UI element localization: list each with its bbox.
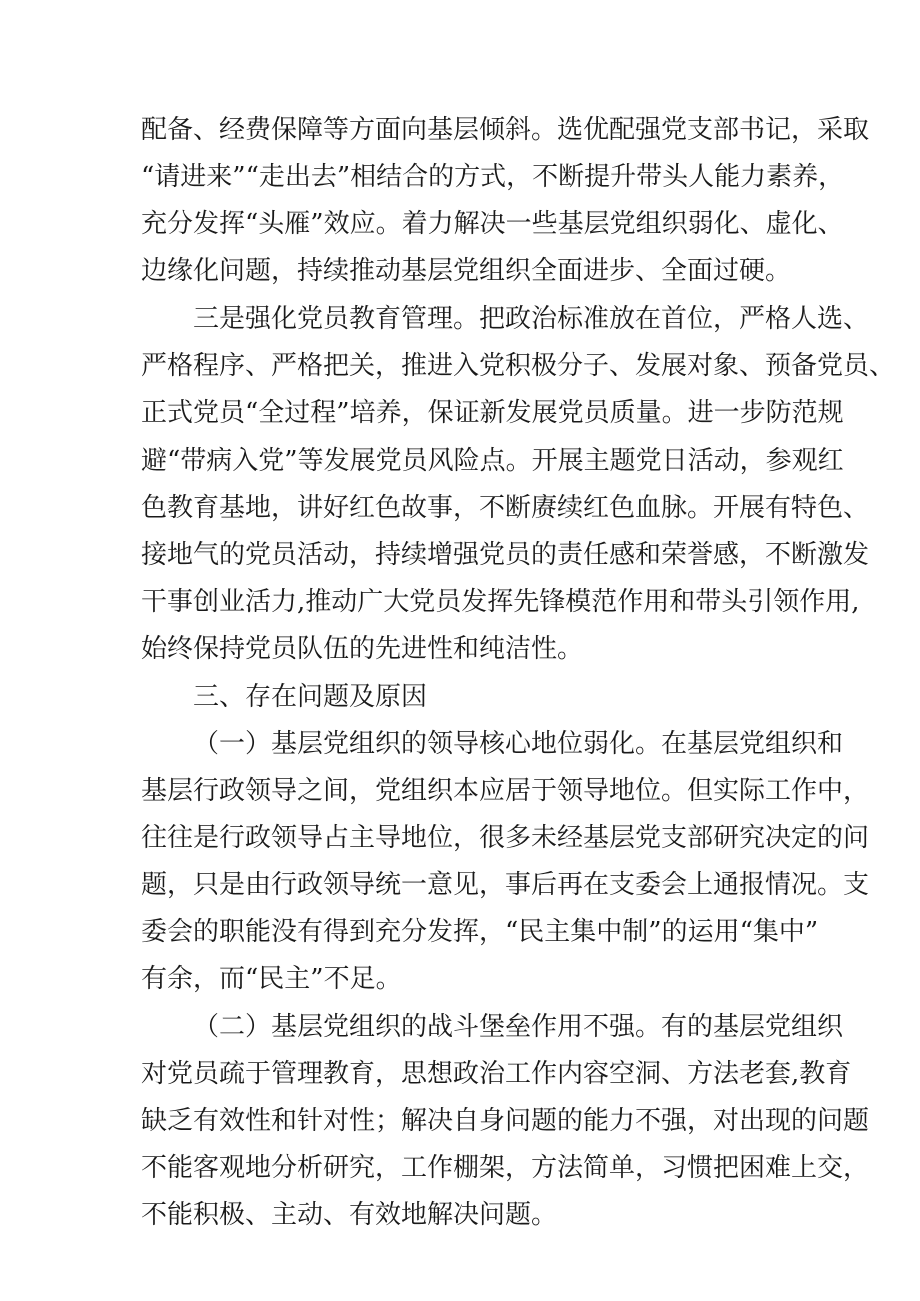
text-line: （一）基层党组织的领导核心地位弱化。在基层党组织和 bbox=[193, 729, 844, 759]
text-line: 始终保持党员队伍的先进性和纯洁性。 bbox=[141, 634, 584, 664]
text-line: 正式党员“全过程”培养，保证新发展党员质量。进一步防范规 bbox=[141, 398, 844, 428]
text-line: （二）基层党组织的战斗堡垒作用不强。有的基层党组织 bbox=[193, 1012, 844, 1042]
text-line: 避“带病入党”等发展党员风险点。开展主题党日活动，参观红 bbox=[141, 446, 844, 476]
text-line: 基层行政领导之间，党组织本应居于领导地位。但实际工作中， bbox=[141, 776, 870, 806]
text-line: 题，只是由行政领导统一意见，事后再在支委会上通报情况。支 bbox=[141, 870, 870, 900]
text-line: 接地气的党员活动，持续增强党员的责任感和荣誉感，不断激发 bbox=[141, 540, 870, 570]
text-line: 委会的职能没有得到充分发挥，“民主集中制”的运用“集中” bbox=[141, 917, 819, 947]
text-line: 对党员疏于管理教育，思想政治工作内容空洞、方法老套,教育 bbox=[141, 1059, 852, 1089]
text-line: 配备、经费保障等方面向基层倾斜。选优配强党支部书记，采取 bbox=[141, 115, 870, 145]
text-line: 三是强化党员教育管理。把政治标准放在首位，严格人选、 bbox=[193, 304, 870, 334]
text-line: 不能积极、主动、有效地解决问题。 bbox=[141, 1200, 558, 1230]
text-line: 色教育基地，讲好红色故事，不断赓续红色血脉。开展有特色、 bbox=[141, 493, 870, 523]
text-line: 边缘化问题，持续推动基层党组织全面进步、全面过硬。 bbox=[141, 256, 792, 286]
text-line: 有余，而“民主”不足。 bbox=[141, 964, 402, 994]
text-line: 不能客观地分析研究，工作棚架，方法简单，习惯把困难上交， bbox=[141, 1153, 870, 1183]
text-line: 往往是行政领导占主导地位，很多未经基层党支部研究决定的问 bbox=[141, 823, 870, 853]
section-heading: 三、存在问题及原因 bbox=[193, 682, 428, 712]
text-line: 缺乏有效性和针对性；解决自身问题的能力不强，对出现的问题 bbox=[141, 1106, 870, 1136]
text-line: 干事创业活力,推动广大党员发挥先锋模范作用和带头引领作用, bbox=[141, 587, 860, 617]
text-line: 充分发挥“头雁”效应。着力解决一些基层党组织弱化、虚化、 bbox=[141, 209, 844, 239]
text-line: 严格程序、严格把关，推进入党积极分子、发展对象、预备党员、 bbox=[141, 351, 896, 381]
text-line: “请进来”“走出去”相结合的方式，不断提升带头人能力素养， bbox=[141, 162, 845, 192]
